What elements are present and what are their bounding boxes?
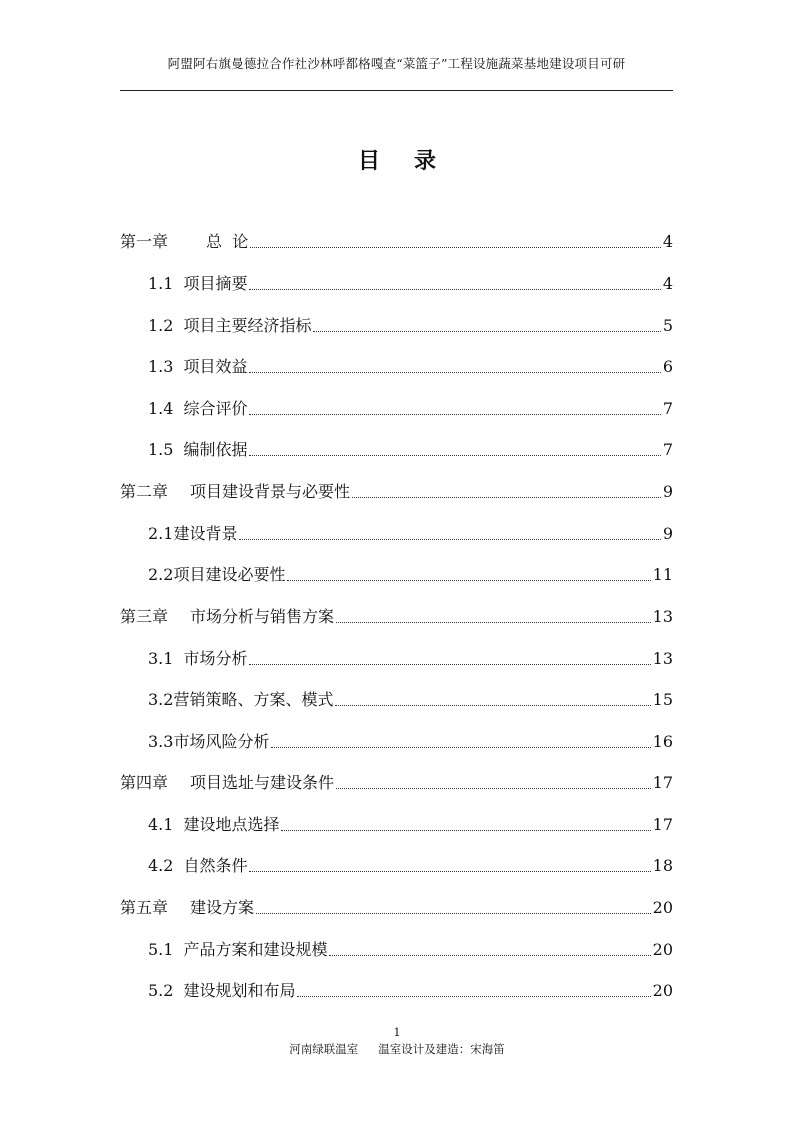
toc-entry-chapter-1[interactable] [120,228,673,256]
toc-entry-title: 建设背景 [173,524,238,543]
dot-leader [249,414,660,415]
dot-leader [313,331,660,332]
toc-entry-title: 产品方案和建设规模 [183,940,328,959]
toc-entry-1-3[interactable] [148,353,673,381]
toc-entry-page: 5 [662,316,673,335]
toc-entry-1-2[interactable] [148,312,673,340]
dot-leader [335,705,650,706]
toc-entry-number: 第四章 [120,773,169,792]
toc-entry-page: 20 [652,940,673,959]
toc-entry-2-2[interactable] [148,561,673,589]
toc-entry-page: 13 [652,649,673,668]
toc-title: 目录 [357,148,470,174]
toc-entry-title: 营销策略、方案、模式 [173,690,334,709]
toc-entry-page: 6 [662,357,673,376]
toc-entry-number: 3.1 [148,649,174,668]
toc-entry-title: 建设规划和布局 [183,981,296,1000]
toc-entry-number: 第五章 [120,898,169,917]
toc-entry-5-1[interactable] [148,936,673,964]
toc-entry-title: 建设方案 [190,898,255,917]
toc-entry-page: 11 [652,565,673,584]
toc-entry-title: 建设地点选择 [183,815,280,834]
toc-entry-title: 自然条件 [183,856,248,875]
footer-credit: 温室设计及建造：宋海笛 [378,1042,505,1056]
toc-entry-page: 13 [652,607,673,626]
running-header: 阿盟阿右旗曼德拉合作社沙林呼都格嘎查“菜篮子”工程设施蔬菜基地建设项目可研 [167,56,626,71]
toc-entry-title: 市场分析与销售方案 [190,607,335,626]
toc-entry-title: 编制依据 [183,440,248,459]
toc-entry-3-2[interactable] [148,686,673,714]
toc-entry-number: 4.2 [148,856,174,875]
toc-entry-page: 20 [652,981,673,1000]
toc-entry-4-1[interactable] [148,811,673,839]
dot-leader [249,372,660,373]
toc-entry-number: 4.1 [148,815,174,834]
toc-entry-3-1[interactable] [148,645,673,673]
toc-entry-title: 项目建设必要性 [173,565,286,584]
toc-entry-number: 5.2 [148,981,174,1000]
dot-leader [352,497,661,498]
toc-entry-number: 3.3 [148,732,174,751]
header-rule [120,90,673,91]
dot-leader [336,788,651,789]
toc-entry-chapter-3[interactable] [120,603,673,631]
toc-entry-number: 1.2 [148,316,174,335]
toc-entry-page: 4 [662,232,673,251]
dot-leader [297,996,650,997]
toc-entry-title: 综合评价 [183,399,248,418]
toc-entry-page: 9 [662,482,673,501]
toc-entry-number: 3.2 [148,690,174,709]
toc-entry-title: 总 论 [206,232,249,251]
toc-entry-title: 市场分析 [183,649,248,668]
toc-entry-4-2[interactable] [148,852,673,880]
toc-entry-page: 4 [662,274,673,293]
dot-leader [271,747,650,748]
dot-leader [281,830,650,831]
toc-entry-number: 1.1 [148,274,174,293]
dot-leader [249,455,660,456]
toc-entry-chapter-2[interactable] [120,478,673,506]
toc-entry-page: 20 [652,898,673,917]
toc-entry-number: 1.5 [148,440,174,459]
toc-entry-title: 市场风险分析 [173,732,270,751]
dot-leader [287,580,650,581]
dot-leader [250,247,661,248]
toc-entry-title: 项目效益 [183,357,248,376]
toc-entry-page: 18 [652,856,673,875]
footer-company: 河南绿联温室 [289,1042,359,1056]
toc-entry-page: 7 [662,440,673,459]
toc-entry-number: 2.1 [148,524,174,543]
footer-page-number: 1 [393,1026,401,1039]
toc-entry-page: 17 [652,815,673,834]
toc-entry-title: 项目摘要 [183,274,248,293]
toc-entry-title: 项目选址与建设条件 [190,773,335,792]
toc-entry-page: 17 [652,773,673,792]
toc-entry-2-1[interactable] [148,520,673,548]
toc-entry-number: 1.4 [148,399,174,418]
dot-leader [249,664,650,665]
toc-entry-text [120,228,248,256]
toc-entry-chapter-4[interactable] [120,769,673,797]
toc-entry-page: 16 [652,732,673,751]
toc-entry-page: 9 [662,524,673,543]
toc-entry-number: 第一章 [120,232,169,251]
dot-leader [336,622,651,623]
toc-entry-number: 5.1 [148,940,174,959]
toc-entry-page: 7 [662,399,673,418]
toc-entry-1-4[interactable] [148,395,673,423]
toc-entry-page: 15 [652,690,673,709]
toc-entry-number: 第二章 [120,482,169,501]
running-footer [0,1041,794,1057]
toc-entry-1-1[interactable] [148,270,673,298]
toc-entry-number: 2.2 [148,565,174,584]
toc-entry-title: 项目主要经济指标 [183,316,312,335]
toc-entry-chapter-5[interactable] [120,894,673,922]
toc-entry-5-2[interactable] [148,977,673,1005]
toc-entry-number: 第三章 [120,607,169,626]
toc-entry-number: 1.3 [148,357,174,376]
dot-leader [329,955,650,956]
dot-leader [249,289,660,290]
dot-leader [256,913,651,914]
toc-entry-1-5[interactable] [148,436,673,464]
dot-leader [239,539,660,540]
toc-entry-3-3[interactable] [148,728,673,756]
toc-entry-title: 项目建设背景与必要性 [190,482,351,501]
dot-leader [249,871,650,872]
